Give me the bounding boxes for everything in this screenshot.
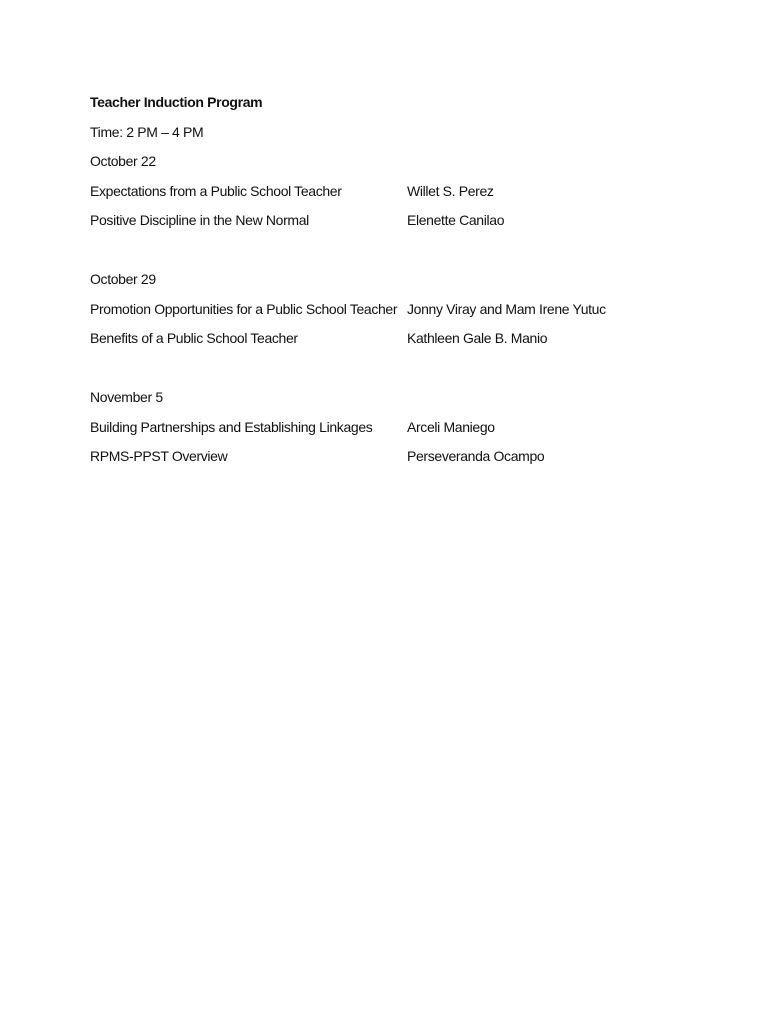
- session-speaker: Elenette Canilao: [407, 212, 505, 228]
- session-speaker: Kathleen Gale B. Manio: [407, 330, 548, 346]
- session-row: [90, 447, 690, 465]
- session-row: [90, 182, 690, 200]
- session-speaker: Willet S. Perez: [407, 182, 494, 199]
- document-page: [90, 93, 690, 477]
- section-spacer: [90, 359, 690, 389]
- session-date: October 29: [90, 271, 156, 287]
- session-speaker: Arceli Maniego: [407, 418, 495, 435]
- session-topic: Promotion Opportunities for a Public School Teacher: [90, 300, 398, 317]
- session-topic: Benefits of a Public School Teacher: [90, 330, 298, 346]
- session-speaker: Jonny Viray and Mam Irene Yutuc: [407, 300, 606, 317]
- session-topic: Expectations from a Public School Teacher: [90, 182, 342, 199]
- session-speaker: Perseveranda Ocampo: [407, 448, 545, 464]
- session-row: [90, 418, 690, 436]
- session-topic: Building Partnerships and Establishing Linkages: [90, 418, 373, 435]
- session-topic: Positive Discipline in the New Normal: [90, 212, 309, 228]
- session-date: October 22: [90, 153, 156, 169]
- program-time: Time: 2 PM – 4 PM: [90, 123, 204, 140]
- session-block: [90, 388, 690, 465]
- document-title: Teacher Induction Program: [90, 94, 263, 110]
- session-block: [90, 270, 690, 347]
- session-date: November 5: [90, 389, 163, 405]
- session-block: [90, 152, 690, 229]
- session-row: [90, 329, 690, 347]
- session-topic: RPMS-PPST Overview: [90, 448, 228, 464]
- section-spacer: [90, 241, 690, 271]
- session-row: [90, 211, 690, 229]
- session-row: [90, 300, 690, 318]
